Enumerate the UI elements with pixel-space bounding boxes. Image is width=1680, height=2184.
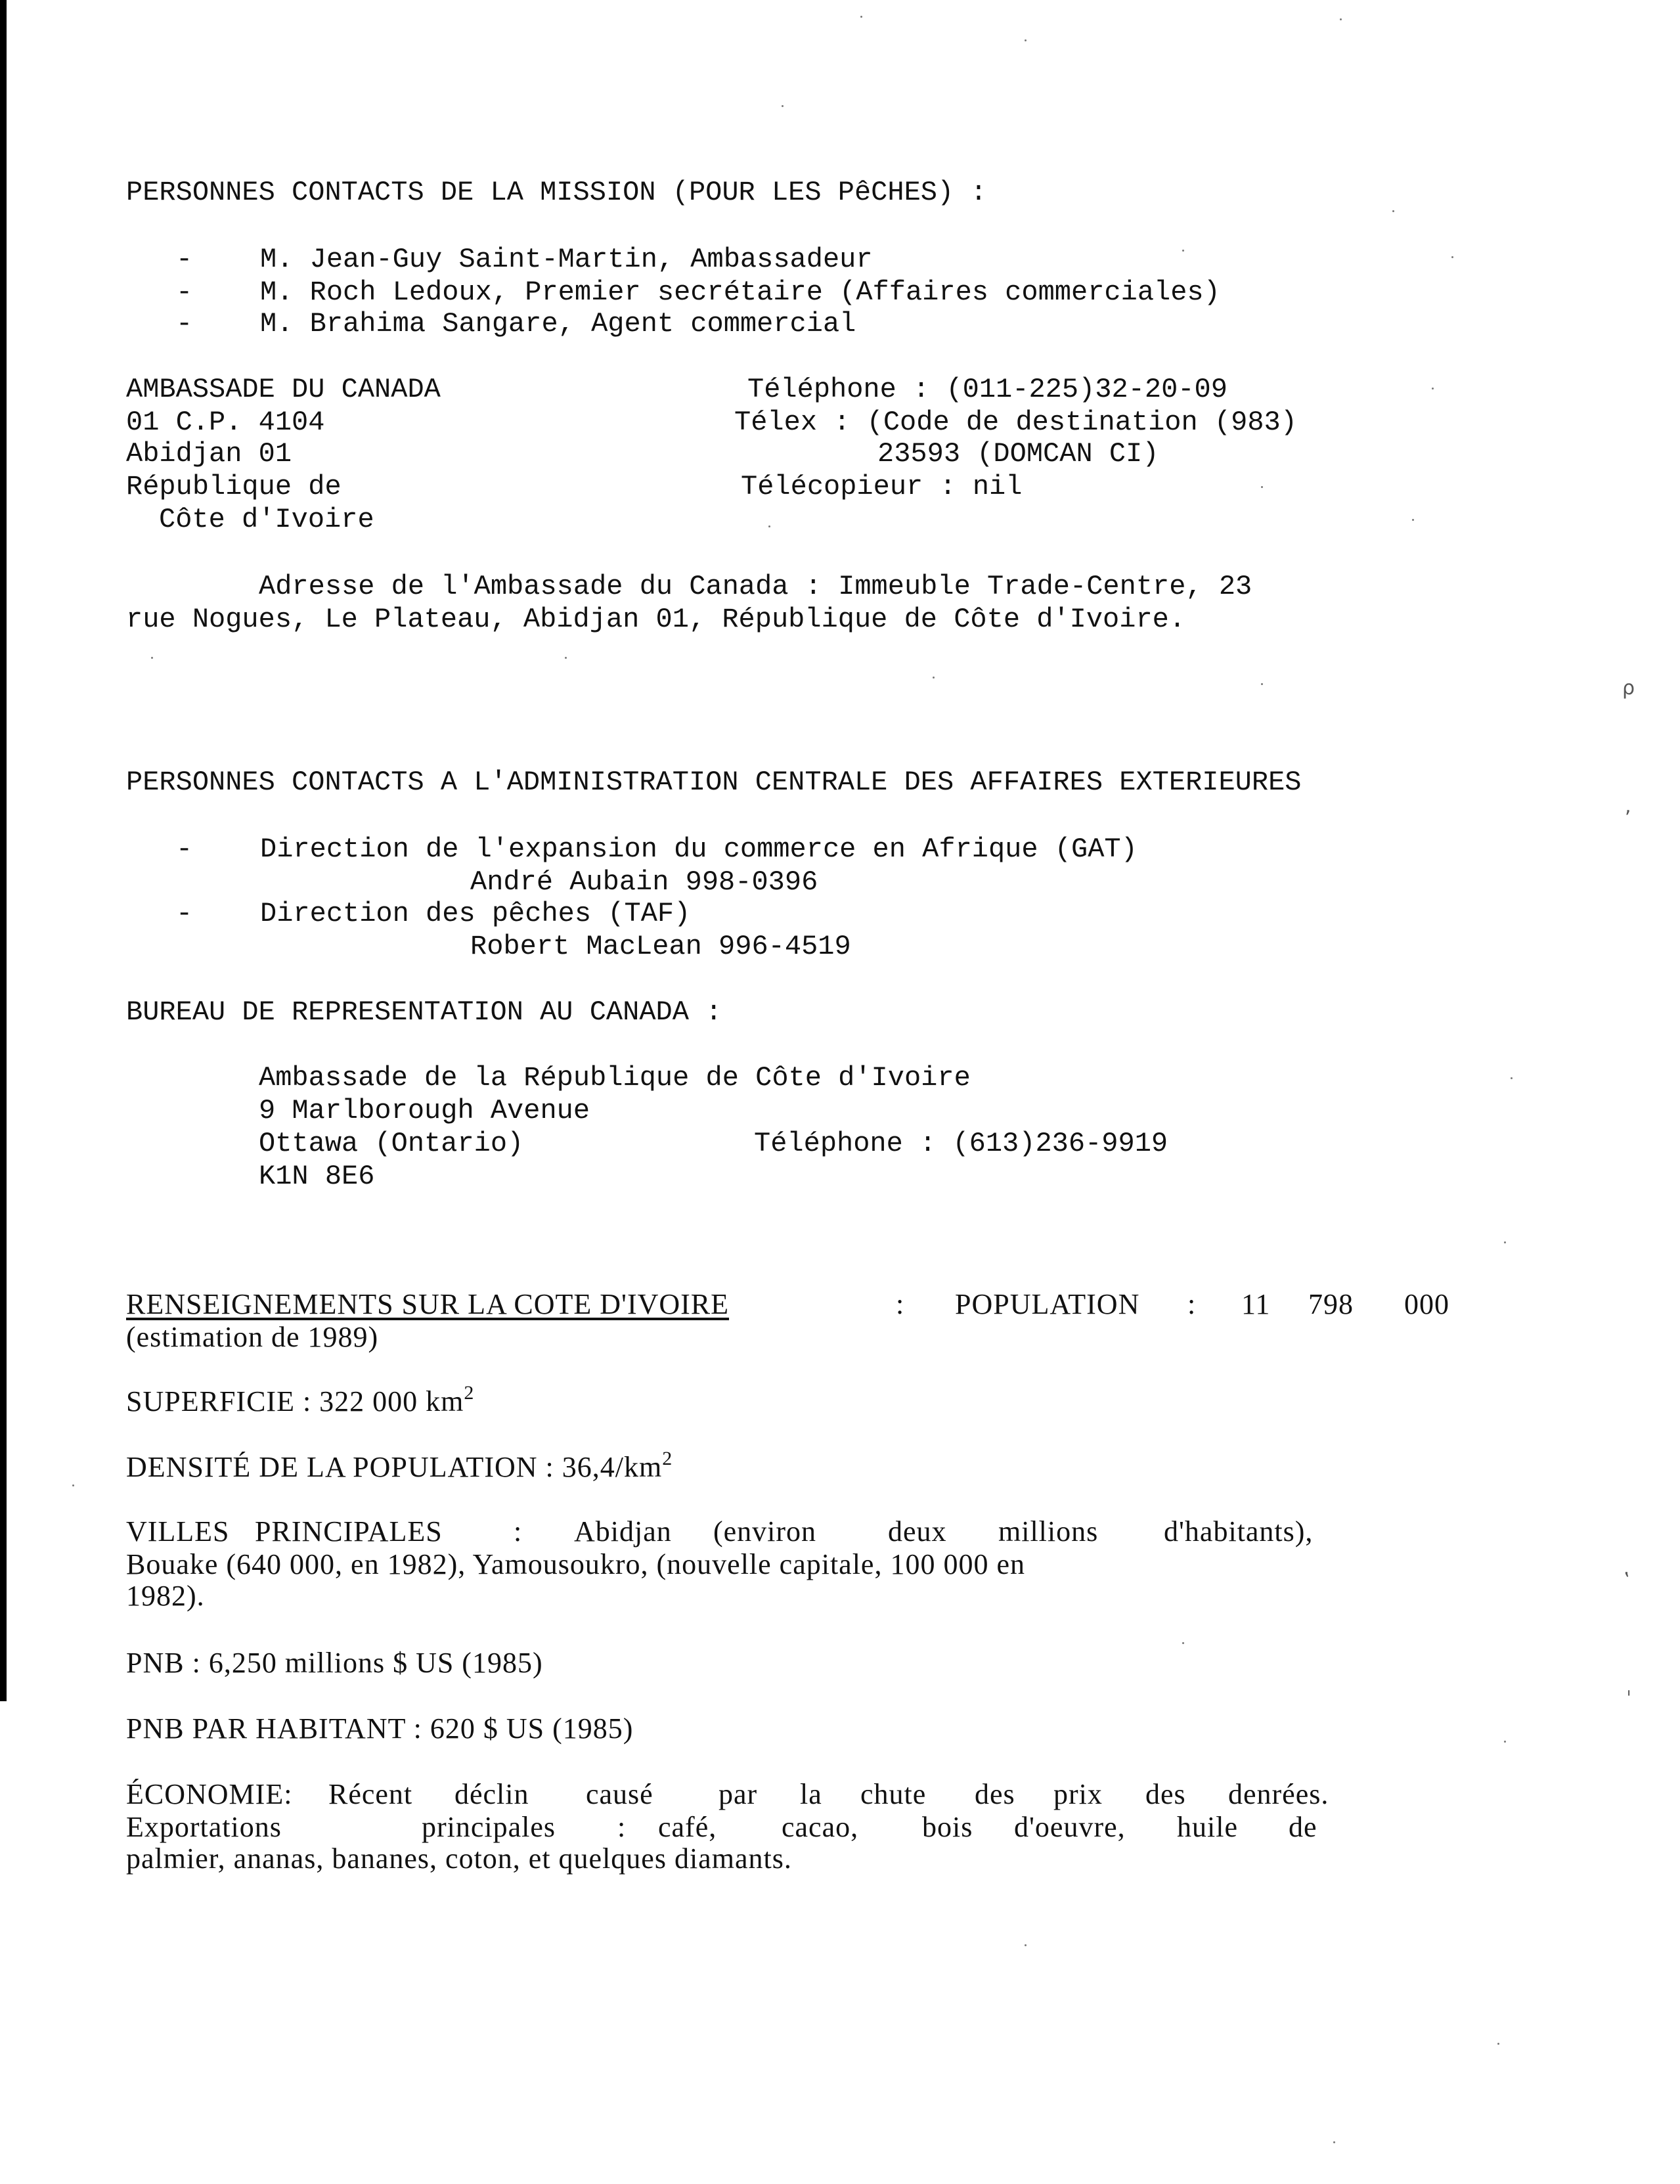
population-value-part: 11 [1241, 1288, 1271, 1320]
cities-line: 1982). [126, 1580, 205, 1612]
list-item: M. Roch Ledoux, Premier secrétaire (Affaires commerciales) [260, 277, 1220, 308]
economy-word: des [975, 1778, 1015, 1810]
margin-mark: , [1625, 795, 1631, 818]
scan-speck [1504, 1741, 1506, 1743]
economy-word: principales [422, 1811, 556, 1843]
list-dash: - [176, 244, 193, 275]
cities-word: Abidjan [574, 1515, 672, 1548]
embassy-telephone: Téléphone : (011-225)32-20-09 [747, 374, 1227, 405]
hq-contacts-heading: PERSONNES CONTACTS A L'ADMINISTRATION CENTRALE DES AFFAIRES EXTERIEURES [126, 767, 1302, 798]
density-text: DENSITÉ DE LA POPULATION : 36,4/km [126, 1451, 663, 1483]
economy-word: déclin [454, 1778, 529, 1810]
embassy-address-line: 01 C.P. 4104 [126, 407, 325, 438]
list-dash: - [176, 834, 193, 865]
scan-speck [1025, 1944, 1027, 1946]
scan-speck [782, 105, 784, 107]
embassy-fax: Télécopieur : nil [741, 471, 1023, 502]
population-colon: : [1187, 1288, 1197, 1320]
scan-speck [1182, 250, 1184, 252]
scan-speck [1025, 39, 1027, 41]
embassy-address-line: AMBASSADE DU CANADA [126, 374, 441, 405]
scan-speck [1261, 486, 1263, 488]
list-dash: - [176, 898, 193, 929]
cities-word: PRINCIPALES [255, 1515, 443, 1548]
cities-line: Bouake (640 000, en 1982), Yamousoukro, (nouvelle capitale, 100 000 en [126, 1548, 1025, 1580]
economy-word: Récent [328, 1778, 413, 1810]
economy-word: denrées. [1228, 1778, 1329, 1810]
economy-word: chute [860, 1778, 927, 1810]
margin-mark: ˌ [1626, 1675, 1632, 1698]
density-exponent: 2 [662, 1448, 673, 1469]
economy-word: bois [922, 1811, 973, 1843]
cities-word: : [514, 1515, 523, 1548]
embassy-street-address: Adresse de l'Ambassade du Canada : Immeuble Trade-Centre, 23 [259, 571, 1252, 602]
population-value-part: 000 [1404, 1288, 1449, 1320]
embassy-street-address: rue Nogues, Le Plateau, Abidjan 01, République de Côte d'Ivoire. [126, 604, 1186, 635]
cities-word: d'habitants), [1164, 1515, 1314, 1548]
economy-word: Exportations [126, 1811, 282, 1843]
embassy-address-line: Côte d'Ivoire [159, 504, 374, 535]
scan-speck [1340, 18, 1342, 20]
cities-word: millions [998, 1515, 1099, 1548]
scan-speck [1333, 2141, 1335, 2143]
scan-speck [1182, 1642, 1184, 1644]
economy-word: des [1145, 1778, 1186, 1810]
area-exponent: 2 [464, 1382, 475, 1404]
hq-contact: André Aubain 998-0396 [470, 866, 818, 898]
canada-office-heading: BUREAU DE REPRESENTATION AU CANADA : [126, 996, 722, 1028]
scan-speck [1451, 256, 1453, 258]
scan-speck [72, 1484, 74, 1486]
economy-word: cacao, [782, 1811, 859, 1843]
list-item: M. Brahima Sangare, Agent commercial [260, 308, 856, 340]
scan-speck [1412, 519, 1414, 521]
scan-speck [1392, 210, 1394, 212]
economy-word: causé [586, 1778, 653, 1810]
list-item: M. Jean-Guy Saint-Martin, Ambassadeur [260, 244, 873, 275]
embassy-telex: Télex : (Code de destination (983) [734, 407, 1297, 438]
scan-edge [0, 0, 7, 1701]
population-label: POPULATION [955, 1288, 1140, 1320]
list-dash: - [176, 308, 193, 340]
economy-line: palmier, ananas, bananes, coton, et quelques diamants. [126, 1842, 792, 1875]
economy-word: la [800, 1778, 822, 1810]
gnp-per-capita: PNB PAR HABITANT : 620 $ US (1985) [126, 1712, 634, 1745]
scan-speck [1261, 683, 1263, 685]
cities-word: (environ [713, 1515, 817, 1548]
canada-office-line: K1N 8E6 [259, 1161, 375, 1192]
area-text: SUPERFICIE : 322 000 km [126, 1385, 464, 1417]
area [126, 1382, 475, 1417]
hq-contact: Robert MacLean 996-4519 [470, 931, 851, 962]
scan-speck [1432, 388, 1434, 390]
scan-speck [1497, 2043, 1499, 2045]
economy-word: huile [1177, 1811, 1238, 1843]
density [126, 1448, 673, 1483]
margin-mark: ʽ [1624, 1571, 1630, 1594]
population-note: (estimation de 1989) [126, 1321, 379, 1353]
scan-speck [933, 677, 935, 679]
scan-speck [1511, 1077, 1513, 1079]
gnp: PNB : 6,250 millions $ US (1985) [126, 1647, 543, 1679]
embassy-address-line: République de [126, 471, 342, 502]
economy-word: de [1289, 1811, 1317, 1843]
list-dash: - [176, 277, 193, 308]
economy-word: prix [1053, 1778, 1103, 1810]
embassy-address-line: Abidjan 01 [126, 438, 292, 470]
margin-mark: ρ [1622, 677, 1635, 700]
economy-word: par [718, 1778, 758, 1810]
country-info-heading: RENSEIGNEMENTS SUR LA COTE D'IVOIRE [126, 1288, 730, 1320]
population-value-part: 798 [1308, 1288, 1354, 1320]
canada-office-line: 9 Marlborough Avenue [259, 1095, 590, 1126]
economy-word: ÉCONOMIE: [126, 1778, 293, 1810]
canada-office-telephone: Téléphone : (613)236-9919 [754, 1128, 1168, 1159]
scan-speck [768, 525, 770, 527]
economy-word: d'oeuvre, [1014, 1811, 1126, 1843]
country-info-heading-colon: : [896, 1288, 905, 1320]
hq-division: Direction de l'expansion du commerce en Afrique (GAT) [260, 834, 1138, 865]
canada-office-line: Ambassade de la République de Côte d'Ivoire [259, 1062, 971, 1094]
scan-speck [565, 657, 567, 659]
canada-office-line: Ottawa (Ontario) [259, 1128, 524, 1159]
cities-word: deux [888, 1515, 947, 1548]
scan-speck [1504, 1241, 1506, 1243]
mission-contacts-heading: PERSONNES CONTACTS DE LA MISSION (POUR LES PêCHES) : [126, 177, 987, 208]
scan-speck [860, 16, 862, 18]
cities-word: VILLES [126, 1515, 230, 1548]
economy-word: café, [658, 1811, 717, 1843]
economy-word: : [617, 1811, 627, 1843]
hq-division: Direction des pêches (TAF) [260, 898, 691, 929]
scan-speck [151, 657, 153, 659]
embassy-telex-number: 23593 (DOMCAN CI) [877, 438, 1159, 470]
